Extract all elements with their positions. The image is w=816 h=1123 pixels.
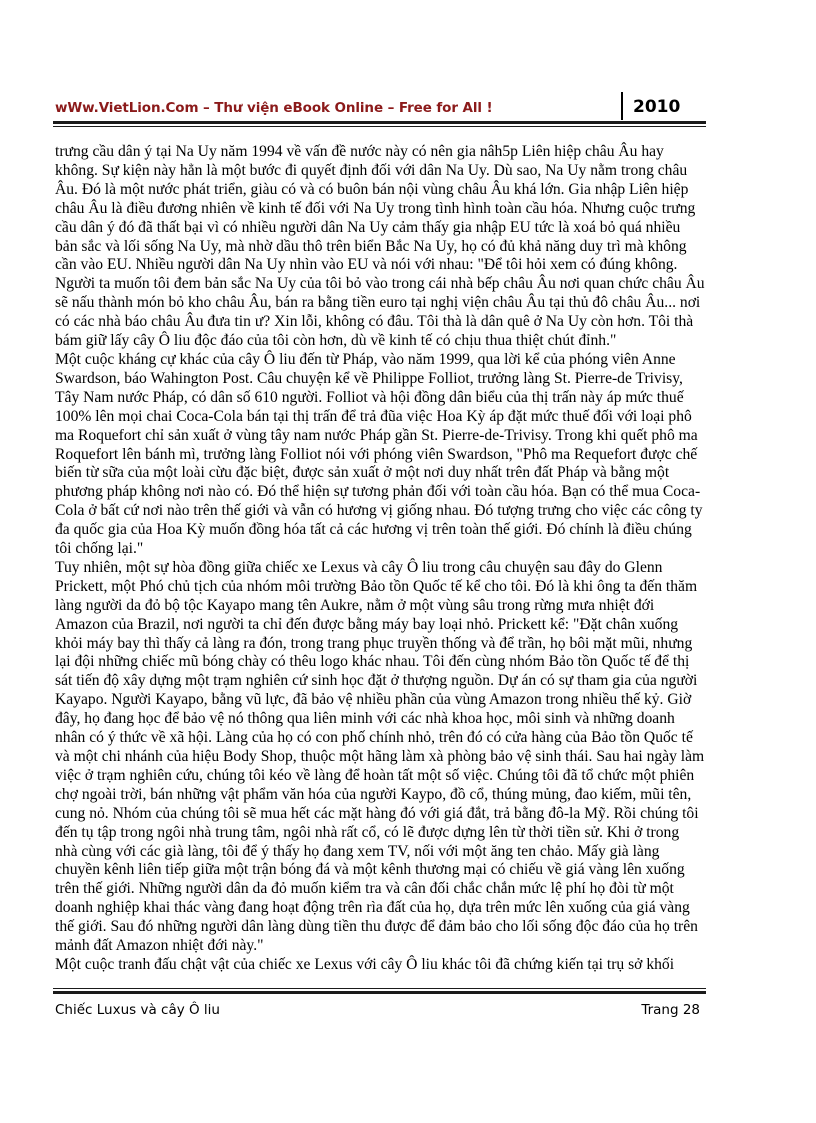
header-site-title: wWw.VietLion.Com – Thư viện eBook Online – Free for All ! [55, 100, 493, 116]
page-footer [53, 988, 706, 1028]
page-header [53, 92, 706, 130]
footer-book-title: Chiếc Luxus và cây Ô liu [55, 1002, 220, 1018]
paragraph: Một cuộc kháng cự khác của cây Ô liu đến từ Pháp, vào năm 1999, qua lời kể của phóng viên Anne Swardson, báo Wahington Post. Câu chuyện kể về Philippe Folliot, trưởng làng St. Pierre-de Trivisy, Tây Nam nước Pháp, có dân số 610 người. Folliot và hội đồng dân biểu của thị trấn này áp mức thuế 100% lên mọi chai Coca-Cola bán tại thị trấn để trả đũa việc Hoa Kỳ áp đặt mức thuế đối với loại phô ma Roquefort chỉ sản xuất ở vùng tây nam nước Pháp gần St. Pierre-de-Trivisy. Trong khi quết phô ma Roquefort lên bánh mì, trưởng làng Folliot nói với phóng viên Swardson, "Phô ma Requefort được chế biến từ sữa của một loài cừu đặc biệt, được sản xuất ở một nơi duy nhất trên đất Pháp và bằng một phương pháp không nơi nào có. Đó thể hiện sự tương phản đối với toàn cầu hóa. Bạn có thể mua Coca-Cola ở bất cứ nơi nào trên thế giới và vẫn có hương vị giống nhau. Đó tượng trưng cho việc các công ty đa quốc gia của Hoa Kỳ muốn đồng hóa tất cả các hương vị trên toàn thế giới. Đó chính là điều chúng tôi chống lại." [55, 350, 703, 558]
paragraph: Tuy nhiên, một sự hòa đồng giữa chiếc xe Lexus và cây Ô liu trong câu chuyện sau đây do Glenn Prickett, một Phó chủ tịch của nhóm môi trường Bảo tồn Quốc tế kể cho tôi. Đó là khi ông ta đến thăm làng người da đỏ bộ tộc Kayapo mang tên Aukre, nằm ở một vùng sâu trong rừng mưa nhiệt đới Amazon của Brazil, nơi người ta chỉ đến được bằng máy bay loại nhỏ. Prickett kể: "Đặt chân xuống khỏi máy bay thì thấy cả làng ra đón, trong trang phục truyền thống và để trần, họ bôi mặt mũi, nhưng lại đội những chiếc mũ bóng chày có thêu logo khác nhau. Tôi đến cùng nhóm Bảo tồn Quốc tế để thị sát tiến độ xây dựng một trạm nghiên cứ sinh học đặt ở thượng nguồn. Dự án có sự tham gia của người Kayapo. Người Kayapo, bằng vũ lực, đã bảo vệ nhiều phần của vùng Amazon trong nhiều thế kỷ. Giờ đây, họ đang học để bảo vệ nó thông qua liên minh với các nhà khoa học, môi sinh và những doanh nhân có ý thức về xã hội. Làng của họ có con phố chính nhỏ, trên đó có cửa hàng của Bảo tồn Quốc tế và một chi nhánh của hiệu Body Shop, thuộc một hãng làm xà phòng bảo vệ sinh thái. Sau hai ngày làm việc ở trạm nghiên cứu, chúng tôi kéo về làng để hoàn tất một số việc. Chúng tôi đã tổ chức một phiên chợ ngoài trời, bán những vật phẩm văn hóa của người Kaypo, đồ cổ, thúng mủng, đao kiếm, mũi tên, cung nỏ. Nhóm của chúng tôi sẽ mua hết các mặt hàng đó với giá đắt, trả bằng đô-la Mỹ. Rồi chúng tôi đến tụ tập trong ngôi nhà trung tâm, ngôi nhà rất cổ, có lẽ được dựng lên từ thời tiền sử. Khi ở trong nhà cùng với các già làng, tôi để ý thấy họ đang xem TV, nối với một ăng ten chảo. Mấy già làng chuyền kênh liên tiếp giữa một trận bóng đá và một kênh thương mại có chiếu về giá vàng lên xuống trên thế giới. Những người dân da đỏ muốn kiểm tra và cân đối chắc chắn mức lệ phí họ đòi từ một doanh nghiệp khai thác vàng đang hoạt động trên rìa đất của họ, dựa trên mức lên xuống của giá vàng thế giới. Sau đó những người dân làng dùng tiền thu được để đảm bảo cho lối sống độc đáo của họ trên mảnh đất Amazon nhiệt đới này." [55, 558, 705, 955]
paragraph: Một cuộc tranh đấu chật vật của chiếc xe Lexus với cây Ô liu khác tôi đã chứng kiến tại trụ sở khối [55, 955, 675, 973]
header-divider [621, 92, 623, 120]
footer-page-number: Trang 28 [641, 1002, 700, 1018]
header-rule-thick [53, 121, 706, 124]
footer-rule-thick [53, 991, 706, 994]
footer-rule-thin [53, 988, 706, 989]
header-year: 2010 [633, 97, 681, 117]
paragraph: trưng cầu dân ý tại Na Uy năm 1994 về vấn đề nước này có nên gia nâh5p Liên hiệp châu Âu hay không. Sự kiện này hẳn là một bước đi quyết định đối với dân Na Uy. Dù sao, Na Uy nằm trong châu Âu. Đó là một nước phát triển, giàu có và có buôn bán nội vùng châu Âu khá lớn. Gia nhập Liên hiệp châu Âu là điều đương nhiên về kinh tế đối với Na Uy trong tình hình toàn cầu hóa. Nhưng cuộc trưng cầu dân ý đó đã thất bại vì có nhiều người dân Na Uy cảm thấy gia nhập EU tức là xoá bỏ quá nhiều bản sắc và lối sống Na Uy, mà nhờ dầu thô trên biển Bắc Na Uy, họ có đủ khả năng duy trì mà không cần vào EU. Nhiều người dân Na Uy nhìn vào EU và nói với nhau: "Để tôi hỏi xem có đúng không. Người ta muốn tôi đem bản sắc Na Uy của tôi bỏ vào trong cái nhà bếp châu Âu nơi quan chức châu Âu sẽ nấu thành món bỏ kho châu Âu, bán ra bằng tiền euro tại nghị viện châu Âu tại thủ đô châu Âu... nơi có các nhà báo châu Âu đưa tin ư? Xin lỗi, không có đâu. Tôi thà là dân quê ở Na Uy còn hơn. Tôi thà bám giữ lấy cây Ô liu độc đáo của tôi còn hơn, dù về kinh tế có chịu thua thiệt chút đỉnh." [55, 143, 705, 350]
page-body [55, 143, 705, 975]
header-rule-thin [53, 126, 706, 127]
